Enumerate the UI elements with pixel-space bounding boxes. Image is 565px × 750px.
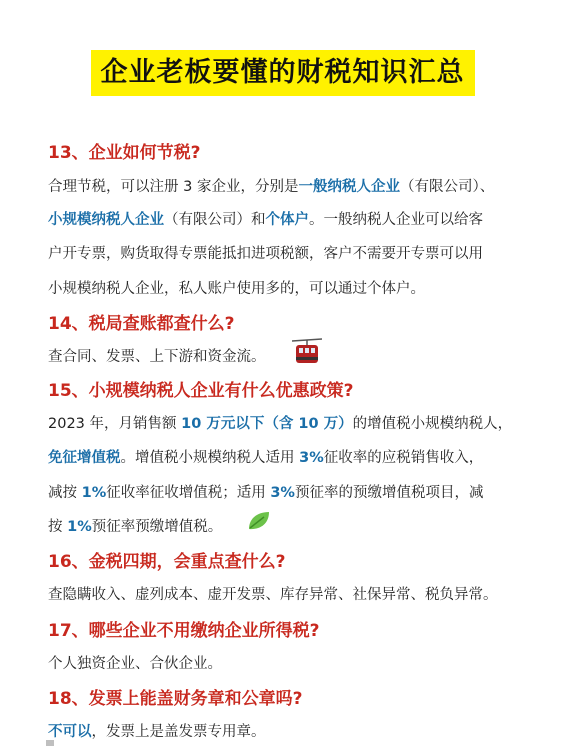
answer-13-line-4: 小规模纳税人企业，私人账户使用多的，可以通过个体户。 bbox=[48, 281, 425, 297]
answer-15-line-3: 减按 1%征收率征收增值税；适用 3%预征率的预缴增值税项目，减 bbox=[48, 485, 484, 501]
question-14: 14、税局查账都查什么? bbox=[48, 314, 235, 334]
answer-14-line-1: 查合同、发票、上下游和资金流。 bbox=[48, 349, 266, 365]
answer-15-line-4: 按 1%预征率预缴增值税。 bbox=[48, 519, 223, 535]
question-17: 17、哪些企业不用缴纳企业所得税? bbox=[48, 621, 320, 641]
leaf-icon bbox=[246, 509, 272, 533]
page-title: 企业老板要懂的财税知识汇总 bbox=[91, 50, 475, 96]
question-13: 13、企业如何节税? bbox=[48, 143, 201, 163]
answer-15-line-1: 2023 年，月销售额 10 万元以下（含 10 万）的增值税小规模纳税人， bbox=[48, 416, 513, 432]
answer-15-line-2: 免征增值税。增值税小规模纳税人适用 3%征收率的应税销售收入， bbox=[48, 450, 484, 466]
answer-13-line-3: 户开专票，购货取得专票能抵扣进项税额，客户不需要开专票可以用 bbox=[48, 246, 483, 262]
cable-car-icon bbox=[292, 337, 322, 365]
answer-16-line-1: 查隐瞒收入、虚列成本、虚开发票、库存异常、社保异常、税负异常。 bbox=[48, 587, 498, 603]
question-16: 16、金税四期，会重点查什么? bbox=[48, 552, 286, 572]
title-banner bbox=[0, 50, 565, 96]
answer-13-line-2: 小规模纳税人企业（有限公司）和个体户。一般纳税人企业可以给客 bbox=[48, 212, 483, 228]
answer-18-line-1: 不可以，发票上是盖发票专用章。 bbox=[48, 724, 266, 740]
answer-17-line-1: 个人独资企业、合伙企业。 bbox=[48, 656, 222, 672]
question-18: 18、发票上能盖财务章和公章吗? bbox=[48, 689, 303, 709]
question-15: 15、小规模纳税人企业有什么优惠政策? bbox=[48, 381, 354, 401]
bottom-marker bbox=[46, 740, 54, 746]
answer-13-line-1: 合理节税，可以注册 3 家企业，分别是一般纳税人企业（有限公司）、 bbox=[48, 179, 495, 195]
